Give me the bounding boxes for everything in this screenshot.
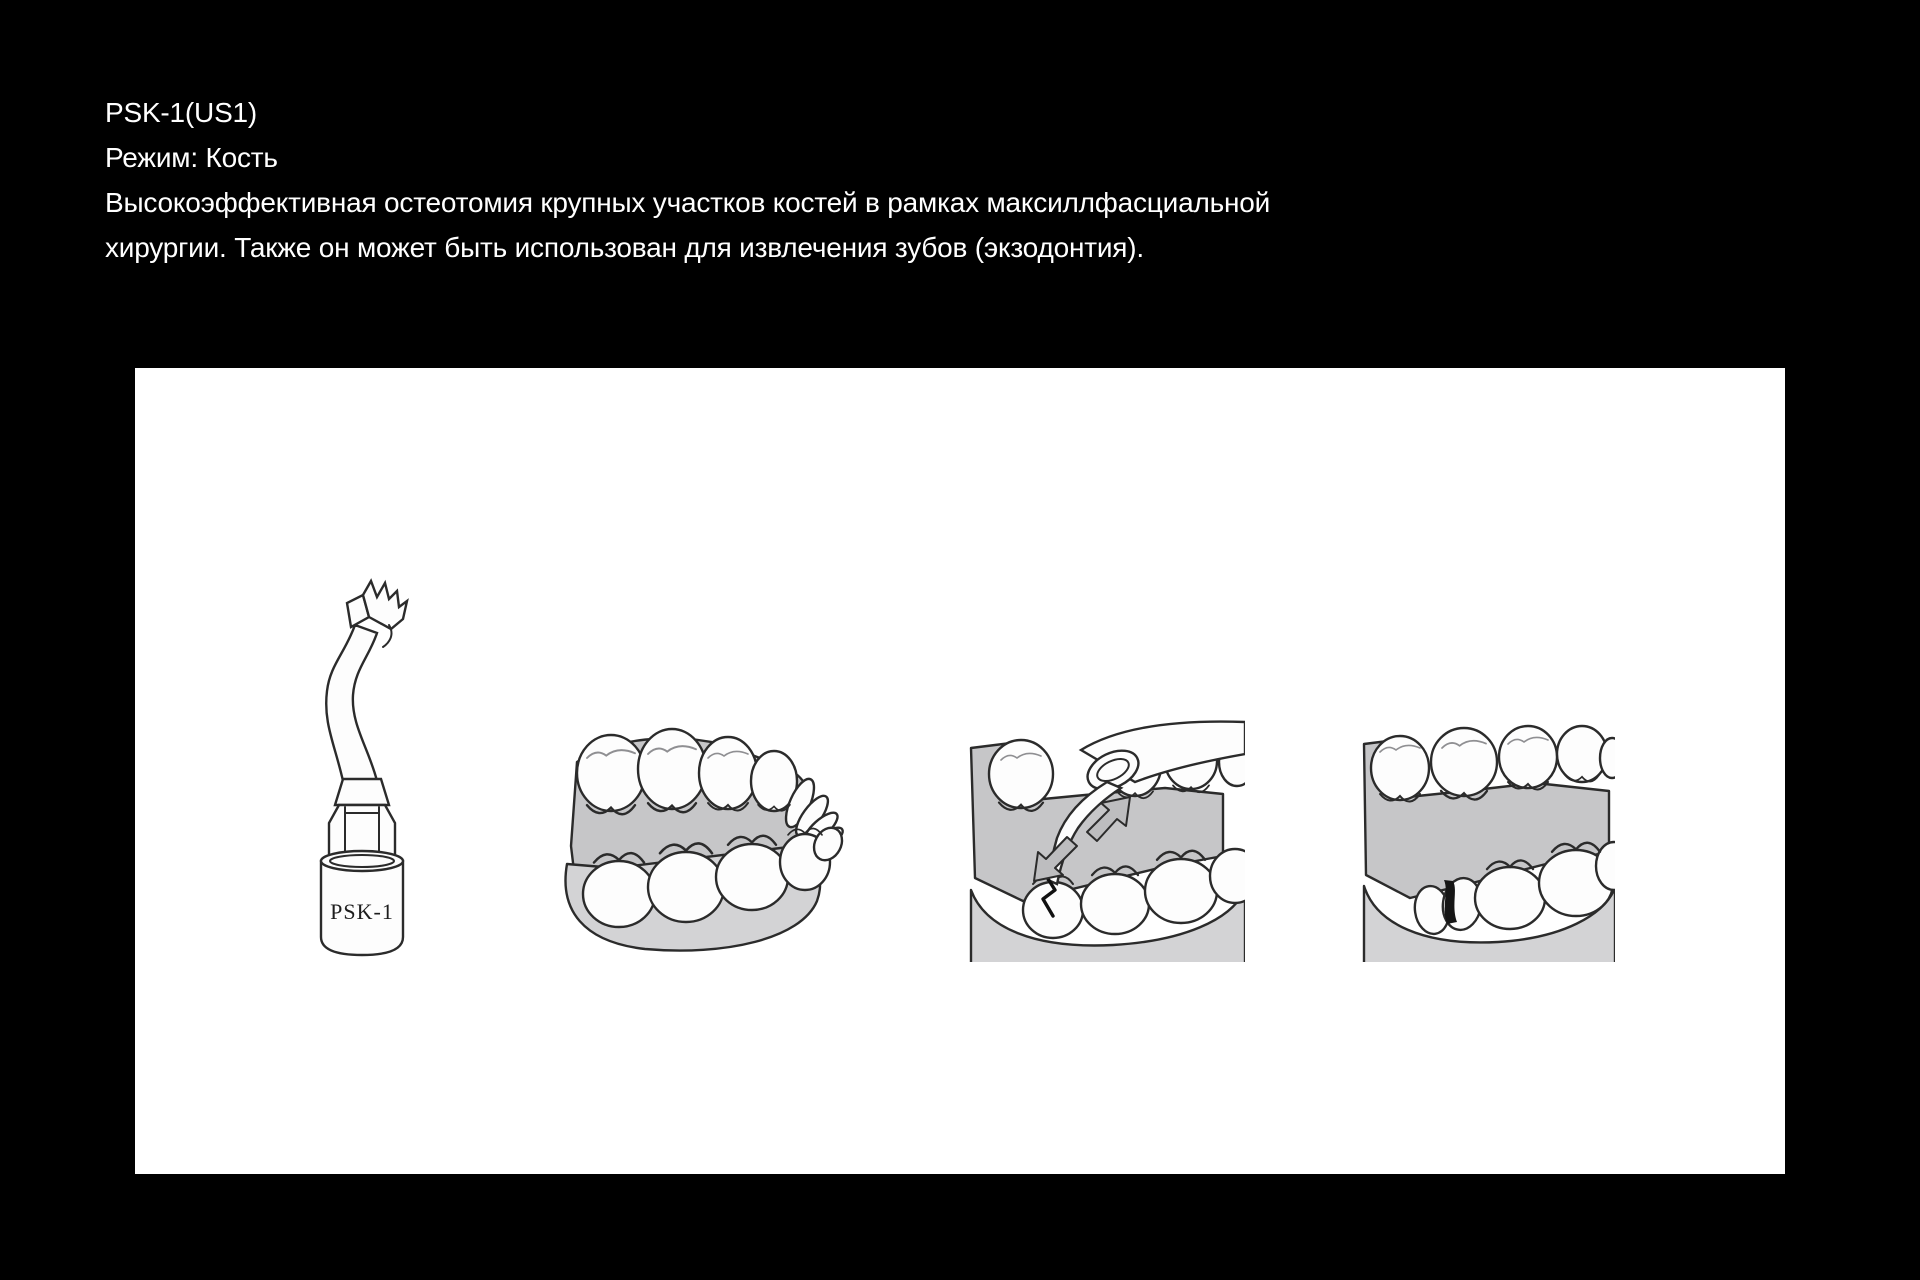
header-text [105, 90, 1270, 270]
model-title: PSK-1(US1) [105, 97, 258, 128]
jaw-extraction-result-illustration [1358, 718, 1615, 962]
mode-line: Режим: Кость [105, 142, 278, 173]
jaw-overview-illustration [555, 718, 850, 962]
description-line-2: хирургии. Также он может быть использован для извлечения зубов (экзодонтия). [105, 232, 1144, 263]
psk1-tip-illustration [285, 555, 440, 970]
jaw-tool-application-illustration [965, 718, 1245, 962]
illustration-panel [135, 368, 1785, 1174]
description-line-1: Высокоэффективная остеотомия крупных участков костей в рамках максиллфасциальной [105, 187, 1271, 218]
tip-serration [363, 581, 407, 629]
tip-label: PSK-1 [330, 899, 394, 924]
